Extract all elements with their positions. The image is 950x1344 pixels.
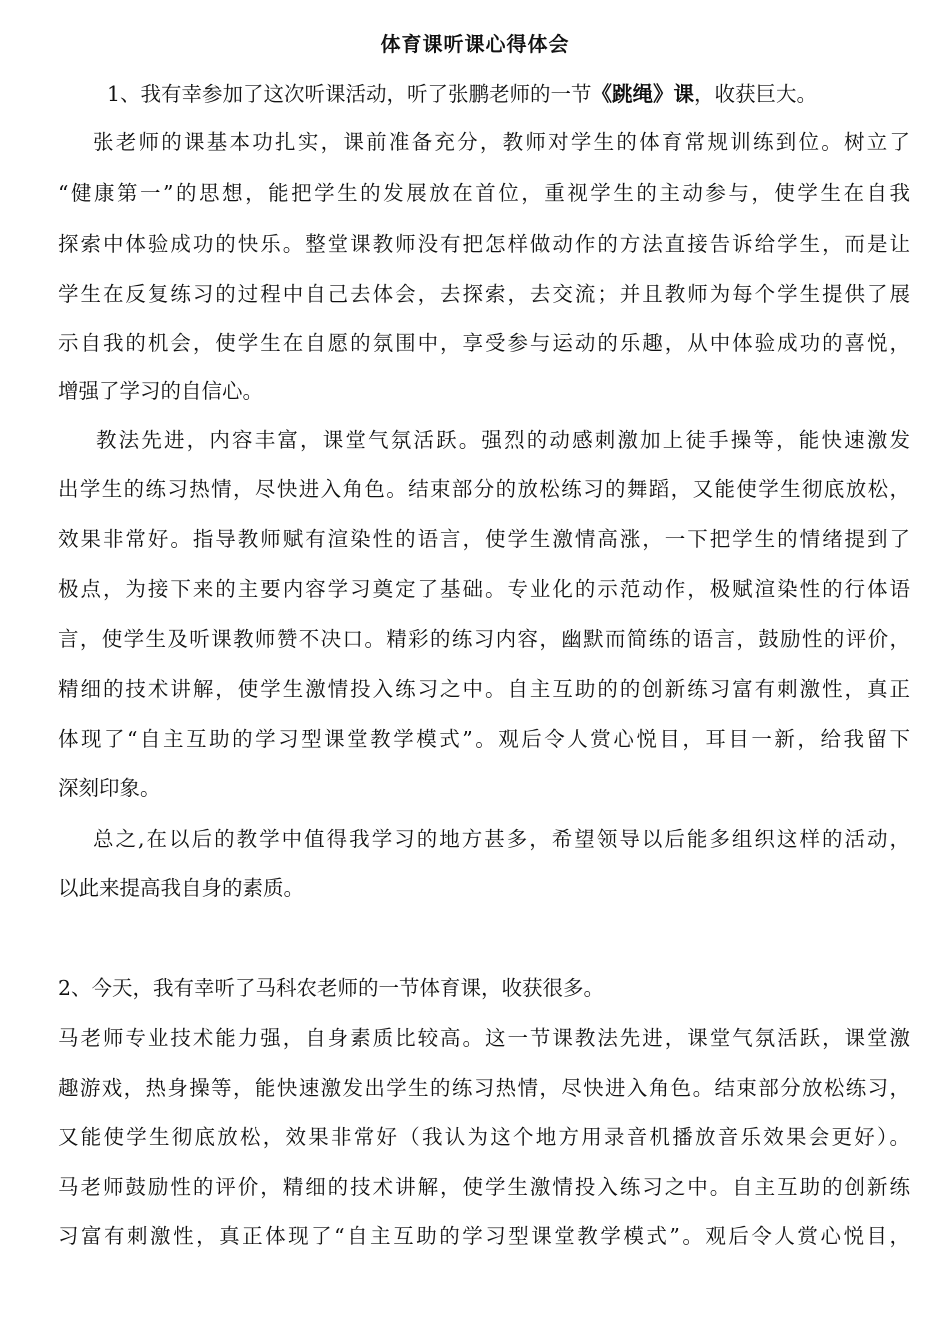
section1-heading xyxy=(107,79,910,109)
paragraph-line: 言，使学生及听课教师赞不决口。精彩的练习内容，幽默而简练的语言，鼓励性的评价， xyxy=(58,627,910,651)
paragraph-line: 教法先进，内容丰富，课堂气氛活跃。强烈的动感刺激加上徒手操等，能快速激发 xyxy=(96,428,910,452)
section1-heading-pre: 1、我有幸参加了这次听课活动，听了张鹏老师的一节 xyxy=(107,82,592,106)
paragraph-line: 习富有刺激性，真正体现了“自主互助的学习型课堂教学模式”。观后令人赏心悦目， xyxy=(58,1224,910,1248)
paragraph-line: 体现了“自主互助的学习型课堂教学模式”。观后令人赏心悦目，耳目一新，给我留下 xyxy=(58,727,910,751)
paragraph-line: 出学生的练习热情，尽快进入角色。结束部分的放松练习的舞蹈，又能使学生彻底放松， xyxy=(58,477,910,501)
paragraph-line: 深刻印象。 xyxy=(58,776,161,800)
paragraph-line: 学生在反复练习的过程中自己去体会，去探索，去交流；并且教师为每个学生提供了展 xyxy=(58,282,910,306)
paragraph-line: 极点，为接下来的主要内容学习奠定了基础。专业化的示范动作，极赋渲染性的行体语 xyxy=(58,577,910,601)
section1-heading-bold: 《跳绳》课 xyxy=(591,82,695,106)
paragraph-line: 增强了学习的自信心。 xyxy=(58,379,263,403)
paragraph-line: 探索中体验成功的快乐。整堂课教师没有把怎样做动作的方法直接告诉给学生，而是让 xyxy=(58,232,910,256)
paragraph-line: 张老师的课基本功扎实，课前准备充分，教师对学生的体育常规训练到位。树立了 xyxy=(93,130,910,154)
paragraph-line: 示自我的机会，使学生在自愿的氛围中，享受参与运动的乐趣，从中体验成功的喜悦， xyxy=(58,331,910,355)
paragraph-line: 又能使学生彻底放松，效果非常好（我认为这个地方用录音机播放音乐效果会更好）。 xyxy=(58,1125,910,1149)
paragraph-line: 马老师鼓励性的评价，精细的技术讲解，使学生激情投入练习之中。自主互助的创新练 xyxy=(58,1175,910,1199)
section1-heading-post: ，收获巨大。 xyxy=(694,82,818,106)
document-title: 体育课听课心得体会 xyxy=(380,32,570,56)
section2-heading: 2、今天，我有幸听了马科农老师的一节体育课，收获很多。 xyxy=(58,976,605,1000)
paragraph-line: “健康第一”的思想，能把学生的发展放在首位，重视学生的主动参与，使学生在自我 xyxy=(58,181,910,205)
paragraph-line: 效果非常好。指导教师赋有渲染性的语言，使学生激情高涨，一下把学生的情绪提到了 xyxy=(58,527,910,551)
paragraph-line: 趣游戏，热身操等，能快速激发出学生的练习热情，尽快进入角色。结束部分放松练习， xyxy=(58,1076,910,1100)
paragraph-line: 以此来提高我自身的素质。 xyxy=(58,876,304,900)
paragraph-line: 总之,在以后的教学中值得我学习的地方甚多，希望领导以后能多组织这样的活动， xyxy=(93,827,910,851)
paragraph-line: 马老师专业技术能力强，自身素质比较高。这一节课教法先进，课堂气氛活跃，课堂激 xyxy=(58,1026,910,1050)
paragraph-line: 精细的技术讲解，使学生激情投入练习之中。自主互助的的创新练习富有刺激性，真正 xyxy=(58,677,910,701)
